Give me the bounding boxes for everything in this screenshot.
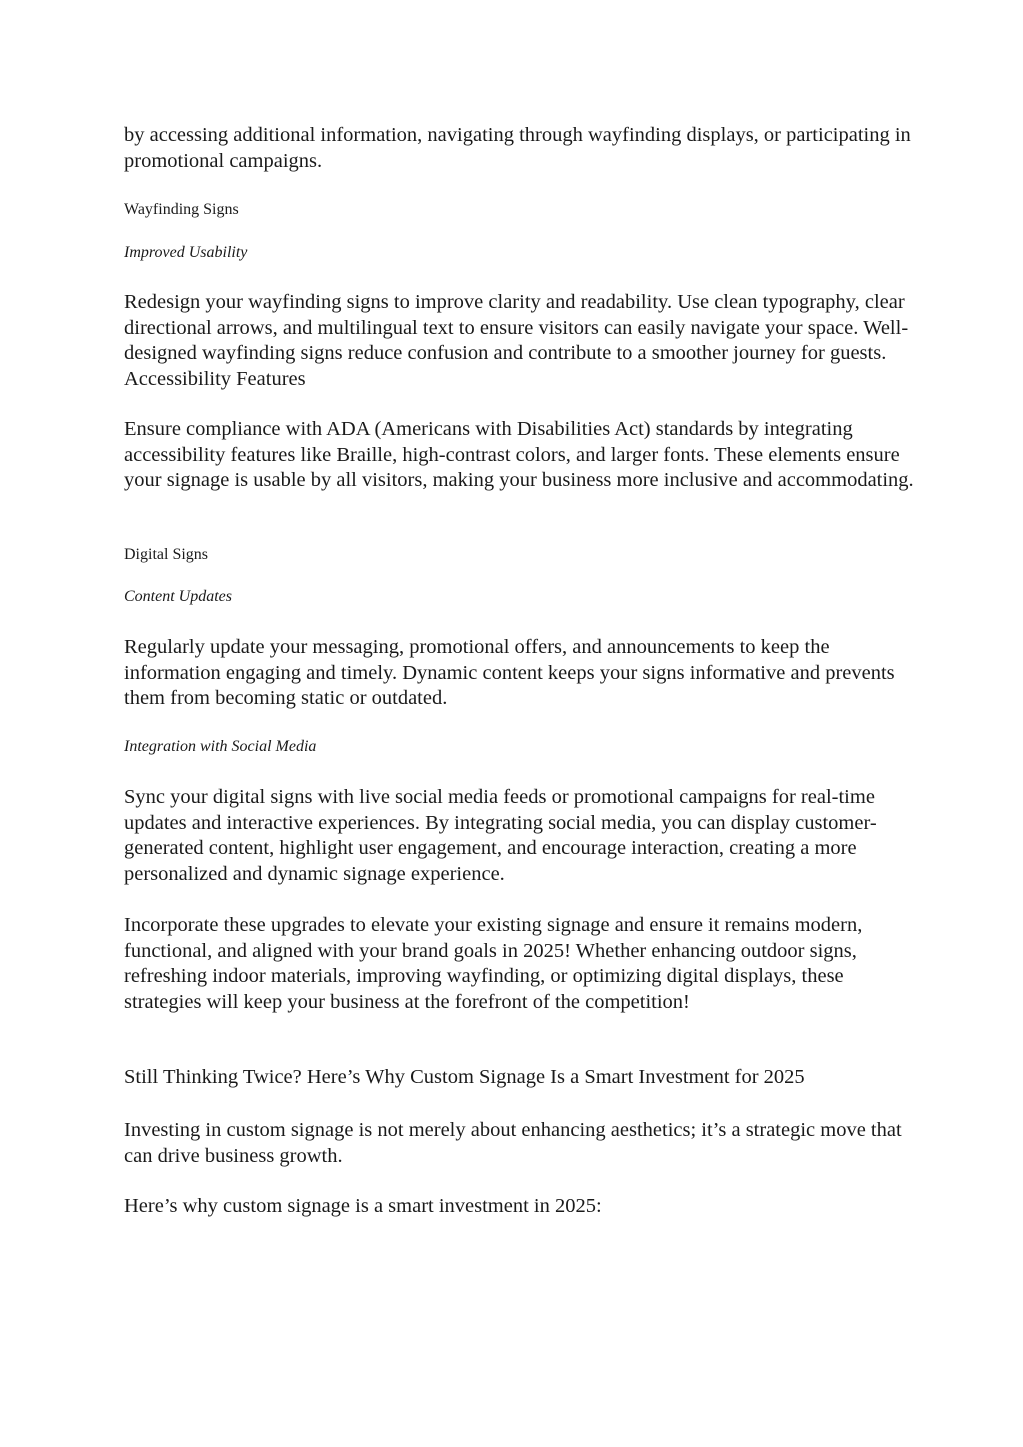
subheading-social-media: Integration with Social Media <box>124 738 317 755</box>
paragraph-still-thinking: Still Thinking Twice? Here’s Why Custom Signage Is a Smart Investment for 2025 <box>124 1066 805 1088</box>
paragraph-investing: Investing in custom signage is not merely about enhancing aesthetics; it’s a strategic move that can drive business growth. <box>124 1119 902 1167</box>
heading-digital-signs: Digital Signs <box>124 546 209 563</box>
paragraph-ada-compliance: Ensure compliance with ADA (Americans with Disabilities Act) standards by integrating accessibility features like Braille, high-contrast colors, and larger fonts. These elements ensure your signage is usable by all visitors, making your business more inclusive and accommodating. <box>124 418 914 491</box>
paragraph-content-updates: Regularly update your messaging, promotional offers, and announcements to keep the information engaging and timely. Dynamic content keeps your signs informative and prevents them from becoming static or outdated. <box>124 636 895 709</box>
paragraph-social-media: Sync your digital signs with live social media feeds or promotional campaigns for real-time updates and interactive experiences. By integrating social media, you can display customer- generated content, highlight user engagement, and encourage interaction, creating a more personalized and dynamic signage experience. <box>124 786 877 885</box>
paragraph-intro: by accessing additional information, navigating through wayfinding displays, or participating in promotional campaigns. <box>124 124 911 172</box>
paragraph-wayfinding: Redesign your wayfinding signs to improve clarity and readability. Use clean typography, clear directional arrows, and multilingual text to ensure visitors can easily navigate your space. Well- designed wayfinding signs reduce confusion and contribute to a smoother journey for guests. Accessibility Features <box>124 291 909 390</box>
subheading-content-updates: Content Updates <box>124 588 232 605</box>
heading-wayfinding-signs: Wayfinding Signs <box>124 201 239 218</box>
paragraph-why-invest: Here’s why custom signage is a smart investment in 2025: <box>124 1195 602 1217</box>
subheading-improved-usability: Improved Usability <box>124 244 248 261</box>
paragraph-conclusion: Incorporate these upgrades to elevate your existing signage and ensure it remains modern, functional, and aligned with your brand goals in 2025! Whether enhancing outdoor signs, refreshing indoor materials, improving wayfinding, or optimizing digital displays, these strategies will keep your business at the forefront of the competition! <box>124 914 863 1013</box>
